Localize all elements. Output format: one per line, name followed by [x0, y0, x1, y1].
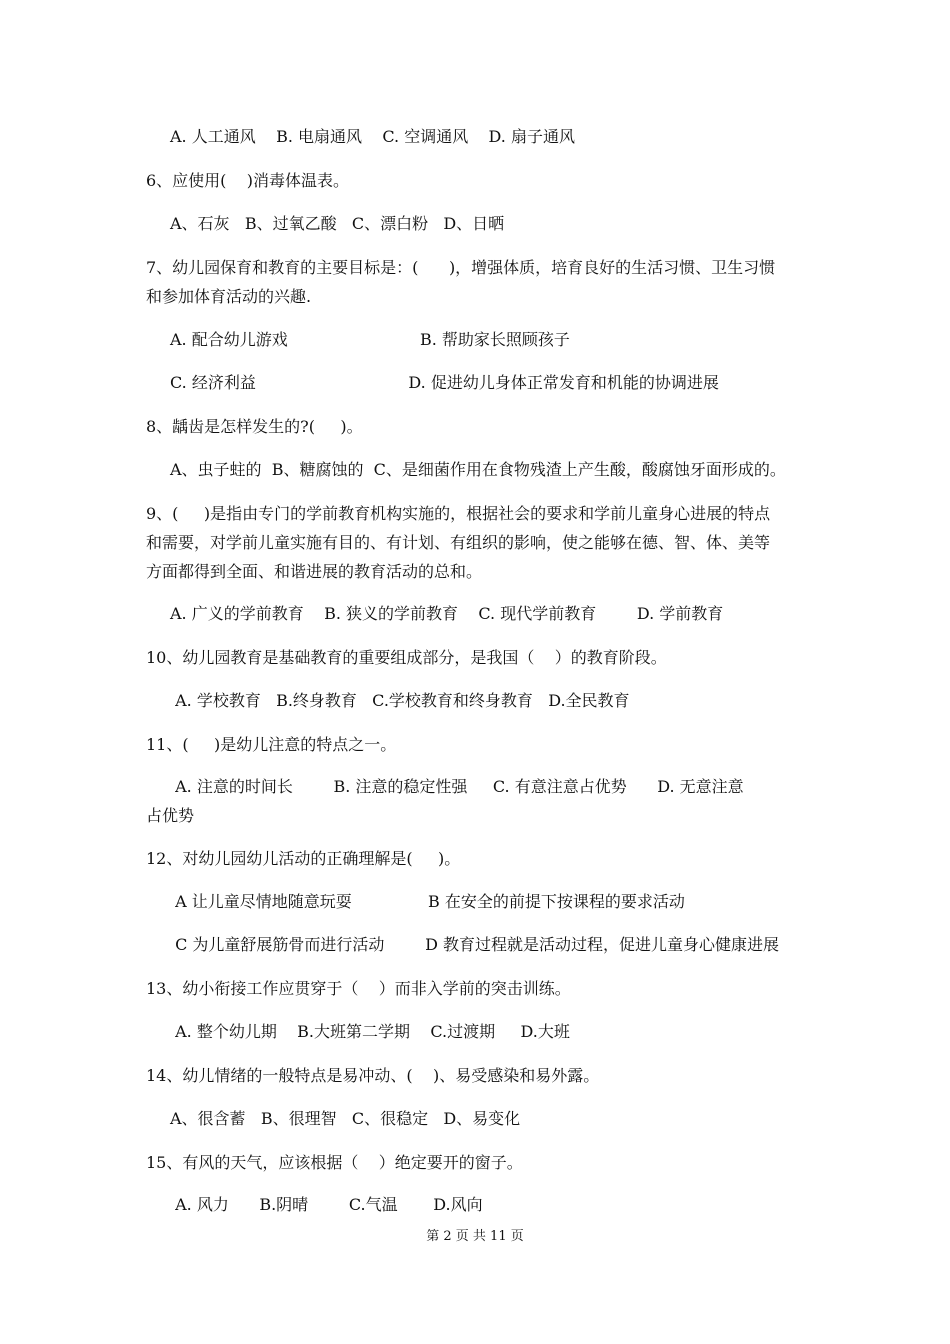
- q9-stem-line1: 9、( )是指由专门的学前教育机构实施的，根据社会的要求和学前儿童身心进展的特点: [146, 504, 771, 523]
- q7-options-cd: C. 经济利益 D. 促进幼儿身体正常发育和机能的协调进展: [170, 373, 719, 392]
- q15-stem: 15、有风的天气，应该根据（ ）绝定要开的窗子。: [146, 1153, 523, 1172]
- q11-options-line1: A. 注意的时间长 B. 注意的稳定性强 C. 有意注意占优势 D. 无意注意: [170, 777, 744, 796]
- q7-stem-line1: 7、幼儿园保育和教育的主要目标是：( )，增强体质，培育良好的生活习惯、卫生习惯: [146, 258, 776, 277]
- q13-options: A. 整个幼儿期 B.大班第二学期 C.过渡期 D.大班: [170, 1022, 570, 1041]
- q12-options-cd: C 为儿童舒展筋骨而进行活动 D 教育过程就是活动过程，促进儿童身心健康进展: [170, 935, 780, 954]
- q9-stem-line3: 方面都得到全面、和谐进展的教育活动的总和。: [146, 562, 483, 581]
- q10-stem: 10、幼儿园教育是基础教育的重要组成部分，是我国（ ）的教育阶段。: [146, 648, 667, 667]
- q11-options-line2: 占优势: [146, 806, 195, 825]
- q13-stem: 13、幼小衔接工作应贯穿于（ ）而非入学前的突击训练。: [146, 979, 571, 998]
- q14-stem: 14、幼儿情绪的一般特点是易冲动、( )、易受感染和易外露。: [146, 1066, 600, 1085]
- q6-options: A、石灰 B、过氧乙酸 C、漂白粉 D、日晒: [170, 214, 505, 233]
- q11-stem: 11、( )是幼儿注意的特点之一。: [146, 735, 397, 754]
- q8-options: A、虫子蛀的 B、糖腐蚀的 C、是细菌作用在食物残渣上产生酸，酸腐蚀牙面形成的。: [170, 460, 786, 479]
- q9-options: A. 广义的学前教育 B. 狭义的学前教育 C. 现代学前教育 D. 学前教育: [170, 604, 724, 623]
- q8-stem: 8、龋齿是怎样发生的?( )。: [146, 417, 363, 436]
- q6-stem: 6、应使用( )消毒体温表。: [146, 171, 350, 190]
- page-footer: 第 2 页 共 11 页: [426, 1229, 524, 1244]
- q10-options: A. 学校教育 B.终身教育 C.学校教育和终身教育 D.全民教育: [170, 691, 630, 710]
- q9-stem-line2: 和需要，对学前儿童实施有目的、有计划、有组织的影响，使之能够在德、智、体、美等: [146, 533, 771, 552]
- q12-options-ab: A 让儿童尽情地随意玩耍 B 在安全的前提下按课程的要求活动: [170, 892, 685, 911]
- q12-stem: 12、对幼儿园幼儿活动的正确理解是( )。: [146, 849, 461, 868]
- q5-options: A. 人工通风 B. 电扇通风 C. 空调通风 D. 扇子通风: [170, 127, 575, 146]
- q15-options: A. 风力 B.阴晴 C.气温 D.风向: [170, 1195, 483, 1214]
- q7-stem-line2: 和参加体育活动的兴趣.: [146, 287, 312, 306]
- q14-options: A、很含蓄 B、很理智 C、很稳定 D、易变化: [170, 1109, 521, 1128]
- q7-options-ab: A. 配合幼儿游戏 B. 帮助家长照顾孩子: [170, 330, 570, 349]
